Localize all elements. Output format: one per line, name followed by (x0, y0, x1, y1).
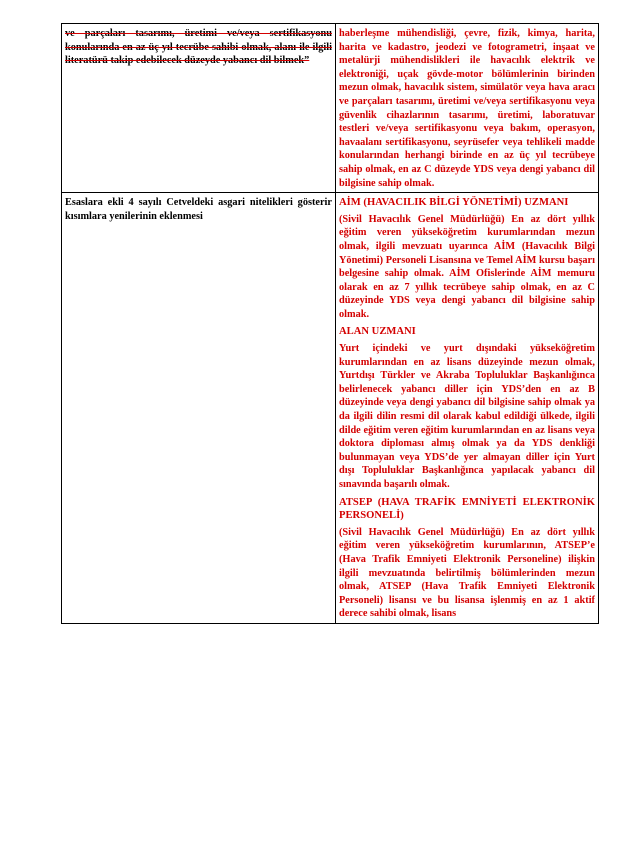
atsep-text: (Sivil Havacılık Genel Müdürlüğü) En az dört yıllık eğitim veren yükseköğretim kurumlarının, ATSEP’e (Hava Trafik Emniyeti Elektronik Personeline) ilişkin ilgili mevzuatında belirtilmiş bölümlerinden mezun olmak, ATSEP (Hava Trafik Emniyeti Elektronik Personeli) lisansı ve bu lisansa işlenmiş en az 1 aktif derece sahibi olmak, lisans (339, 526, 595, 620)
requirement-text: haberleşme mühendisliği, çevre, fizik, kimya, harita, harita ve kadastro, jeodezi ve fotogrametri, inşaat ve metalürji mühendislikleri ile havacılık elektrik ve elektroniği, uçak gövde-motor bölümlerinin birinden mezun olmak, havacılık sistem, simülatör veya hava aracı ve parçaları tasarımı, üretimi ve/veya sertifikasyonu veya güvenlik cihazlarının tasarımı, üretimi, laboratuvar testleri ve/veya sertifikasyonu veya bakım, operasyon, havaalanı sertifikasyonu, seyrüsefer veya tehlikeli madde konularından herhangi birinde en az üç yıl tecrübeye sahip olmak, en az C düzeyde YDS veya dengi yabancı dil bilgisine sahip olmak. (339, 28, 595, 189)
row1-left-cell (62, 24, 336, 193)
atsep-title: ATSEP (HAVA TRAFİK EMNİYETİ ELEKTRONİK PERSONELİ) (339, 496, 595, 522)
document-page (61, 23, 595, 624)
table-row (62, 193, 599, 624)
row1-right-cell (336, 24, 599, 193)
table-row (62, 24, 599, 193)
row2-right-cell (336, 193, 599, 624)
alan-text: Yurt içindeki ve yurt dışındaki yükseköğretim kurumlarından en az lisans düzeyinde mezun olmak, Yurtdışı Türkler ve Akraba Topluluklar Başkanlığınca belirlenecek yabancı diller için YDS’den en az B düzeyinde veya dengi yabancı dil bilgisine sahip olmak ya da ilgili dilin resmi dil olarak kabul edildiği ülkede, ilgili dilde eğitim veren eğitim kurumlarından en az lisans veya doktora diploması almış olmak ya da YDS denkliği bulunmayan veya YDS’de yer almayan diller için Yurt dışı Topluluklar Başkanlığınca yapılacak yabancı dil sınavında başarılı olmak. (339, 343, 595, 490)
alan-title: ALAN UZMANI (339, 326, 416, 338)
amendment-table (61, 23, 599, 624)
aim-title: AİM (HAVACILIK BİLGİ YÖNETİMİ) UZMANI (339, 197, 569, 209)
aim-text: (Sivil Havacılık Genel Müdürlüğü) En az dört yıllık eğitim veren yükseköğretim kurumlarından mezun olmak, ilgili mevzuatı uyarınca AİM (Havacılık Bilgi Yönetimi) Personeli Lisansına ve Temel AİM kursu başarı belgesine sahip olmak. AİM Ofislerinde AİM memuru olarak en az 7 yıllık tecrübeye sahip olmak, en az C düzeyinde YDS veya dengi yabancı dil bilgisine sahip olmak. (339, 213, 595, 320)
struck-text: ve parçaları tasarımı, üretimi ve/veya sertifikasyonu konularında en az üç yıl tecrübe sahibi olmak, alanı ile ilgili literatürü takip edebilecek düzeyde yabancı dil bilmek” (65, 28, 332, 67)
amendment-description: Esaslara ekli 4 sayılı Cetveldeki asgari nitelikleri gösterir kısımlara yenilerinin eklenmesi (65, 197, 332, 222)
row2-left-cell (62, 193, 336, 624)
